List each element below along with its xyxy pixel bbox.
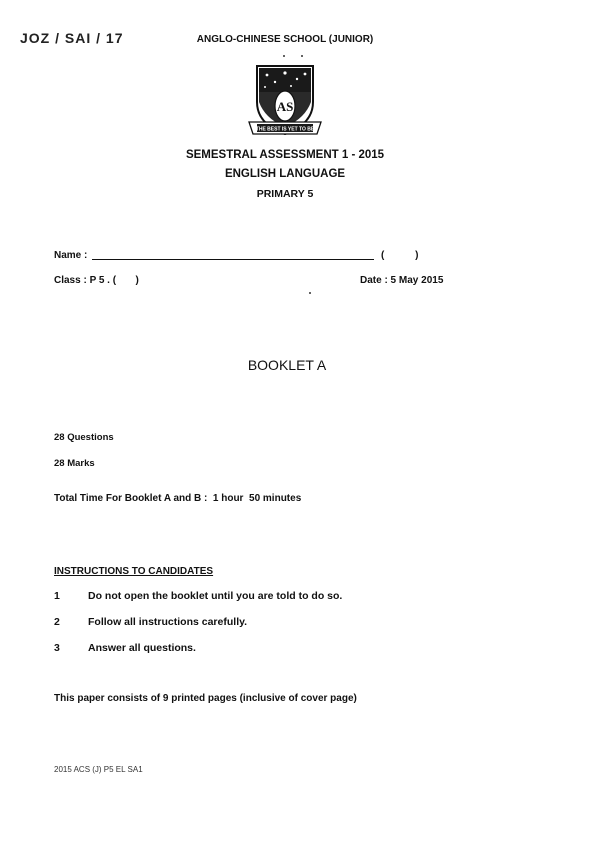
svg-text:THE BEST IS YET TO BE: THE BEST IS YET TO BE	[255, 126, 315, 133]
question-count: 28 Questions	[54, 432, 114, 443]
level-title: PRIMARY 5	[256, 188, 314, 200]
date-label: Date : 5 May 2015	[360, 275, 444, 286]
instruction-text: Answer all questions.	[88, 642, 196, 654]
speck	[309, 292, 311, 294]
instruction-text: Follow all instructions carefully.	[88, 616, 248, 628]
class-label: Class : P 5 . ( )	[54, 275, 139, 286]
instructions-heading: INSTRUCTIONS TO CANDIDATES	[54, 566, 214, 577]
total-time: Total Time For Booklet A and B : 1 hour 50 minutes	[54, 493, 302, 504]
corner-code: JOZ / SAI / 17	[20, 30, 124, 46]
speck	[301, 55, 303, 57]
marks-count: 28 Marks	[54, 458, 95, 469]
name-label: Name :	[54, 250, 88, 261]
instruction-number: 2	[54, 616, 60, 628]
booklet-title: BOOKLET A	[247, 357, 327, 373]
page-count-note: This paper consists of 9 printed pages (inclusive of cover page)	[54, 693, 357, 704]
name-field[interactable]	[92, 259, 374, 260]
instruction-number: 1	[54, 590, 60, 602]
instruction-text: Do not open the booklet until you are told to do so.	[88, 590, 343, 602]
instruction-number: 3	[54, 642, 60, 654]
speck	[283, 55, 285, 57]
footer-code: 2015 ACS (J) P5 EL SA1	[54, 765, 143, 774]
school-crest-logo	[245, 62, 325, 140]
subject-title: ENGLISH LANGUAGE	[224, 168, 346, 180]
svg-text:AS: AS	[276, 99, 294, 114]
assessment-title: SEMESTRAL ASSESSMENT 1 - 2015	[185, 149, 385, 161]
school-name: ANGLO-CHINESE SCHOOL (JUNIOR)	[196, 34, 374, 45]
index-number-parens: ( )	[381, 250, 419, 261]
